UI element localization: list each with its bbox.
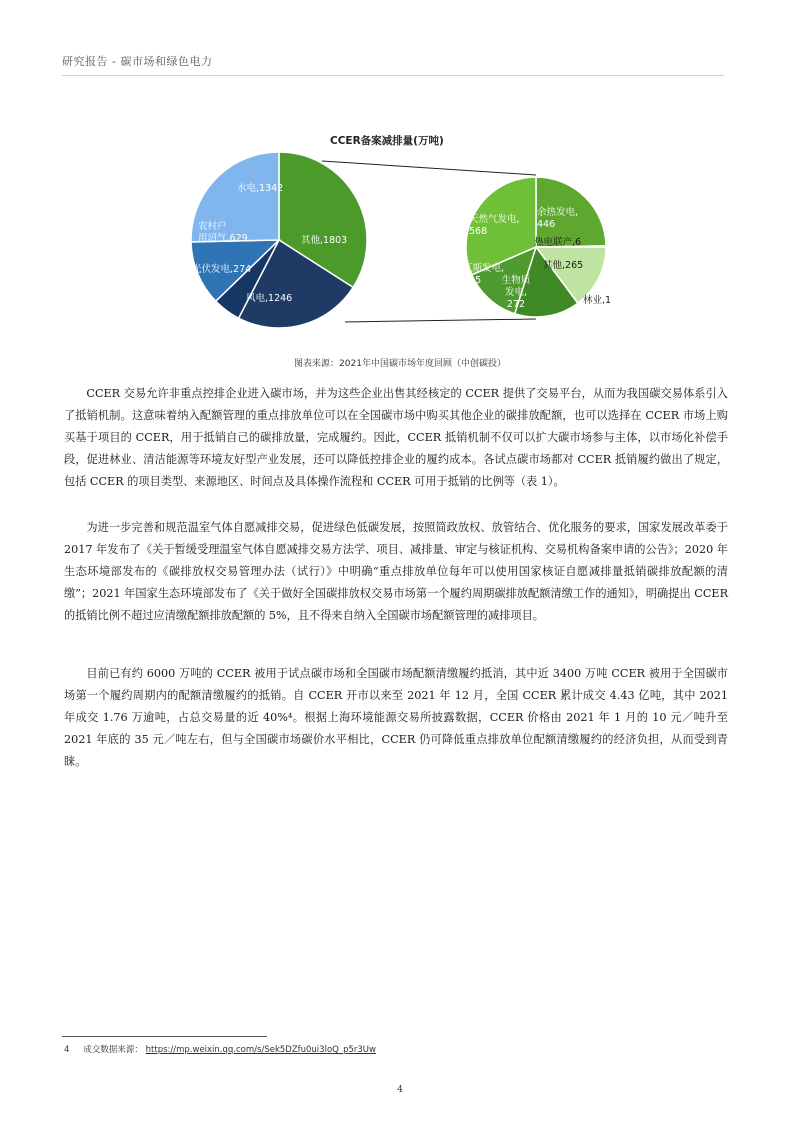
pie-label-sub-heat-1: 446	[537, 219, 556, 230]
connector-line-top	[322, 161, 536, 175]
chart-title: CCER备案减排量(万吨)	[330, 135, 444, 147]
pie-label-sub-bio-1: 发电,	[504, 287, 528, 298]
header-divider	[62, 75, 724, 76]
connector-line-bottom	[345, 319, 536, 322]
pie-label-main-biogas-0: 农村户	[198, 221, 227, 232]
running-header: 研究报告 - 碳市场和绿色电力	[62, 55, 213, 68]
footnote-number: 4	[64, 1045, 70, 1055]
pie-label-sub-bio-0: 生物质	[501, 275, 531, 286]
footnote	[64, 1043, 376, 1055]
footnote-divider	[62, 1036, 267, 1037]
page-number: 4	[397, 1085, 403, 1095]
pie-label-sub-chp-0: 热电联产,6	[534, 237, 582, 248]
pie-label-main-other-0: 其他,1803	[301, 235, 348, 246]
pie-label-sub-heat-0: 余热发电,	[537, 207, 579, 218]
paragraph-1	[64, 383, 728, 493]
paragraph-3	[64, 663, 728, 773]
pie-label-sub-methane-1: 245	[463, 275, 482, 286]
pie-label-sub-forest-0: 林业,1	[583, 295, 612, 306]
paragraph-2	[64, 517, 728, 627]
footnote-label: 成交数据来源：	[83, 1045, 143, 1055]
paragraph-3-text: 目前已有约 6000 万吨的 CCER 被用于试点碳市场和全国碳市场配额清缴履约抵消，其中近 3400 万吨 CCER 被用于全国碳市场第一个履约周期内的配额清缴履约的抵销。自 CCER 开市以来至 2021 年 12 月，全国 CCER 累计成交 4.43 亿吨，其中 2021 年成交 1.76 万逾吨，占总交易量的近 40%⁴。根据上海环境能源交易所披露数据，CCER 价格由 2021 年 1 月的 10 元／吨升至 2021 年底的 35 元／吨左右，但与全国碳市场碳价水平相比，CCER 仍可降低重点排放单位配额清缴履约的经济负担，从而受到青睐。	[64, 667, 728, 768]
pie-label-sub-gas-0: 天然气发电,	[469, 214, 520, 225]
pie-label-sub-other-0: 其他,265	[543, 260, 584, 271]
ccer-pie-figure	[180, 125, 620, 350]
footnote-link[interactable]: https://mp.weixin.qq.com/s/Sek5DZfu0ui3loQ_p5r3Uw	[145, 1045, 376, 1055]
pie-label-sub-bio-2: 272	[506, 299, 526, 310]
pie-label-main-hydro-0: 水电,1342	[237, 183, 284, 194]
pie-label-main-wind-0: 风电,1246	[246, 293, 293, 304]
figure-caption: 图表来源：2021年中国碳市场年度回顾（中创碳投）	[294, 359, 506, 369]
pie-chart-svg	[180, 125, 620, 350]
paragraph-2-text: 为进一步完善和规范温室气体自愿减排交易，促进绿色低碳发展，按照简政放权、放管结合、优化服务的要求，国家发展改革委于 2017 年发布了《关于暂缓受理温室气体自愿减排交易方法学、项目、减排量、审定与核证机构、交易机构备案申请的公告》；2020 年生态环境部发布的《碳排放权交易管理办法（试行）》中明确“重点排放单位每年可以使用国家核证自愿减排量抵销碳排放配额的清缴”；2021 年国家生态环境部发布了《关于做好全国碳排放权交易市场第一个履约周期碳排放配额清缴工作的通知》，明确提出 CCER 的抵销比例不超过应清缴配额排放配额的 5%，且不得来自纳入全国碳市场配额管理的减排项目。	[64, 521, 728, 622]
pie-label-sub-methane-0: 瓦斯发电,	[463, 263, 505, 274]
paragraph-1-text: CCER 交易允许非重点控排企业进入碳市场，并为这些企业出售其经核定的 CCER 提供了交易平台，从而为我国碳交易体系引入了抵销机制。这意味着纳入配额管理的重点排放单位可以在全国碳市场中购买其他企业的碳排放配额，也可以选择在 CCER 市场上购买基于项目的 CCER，用于抵销自己的碳排放量，完成履约。因此，CCER 抵销机制不仅可以扩大碳市场参与主体，以市场化补偿手段，促进林业、清洁能源等环境友好型产业发展，还可以降低控排企业的履约成本。各试点碳市场都对 CCER 抵销履约做出了规定，包括 CCER 的项目类型、来源地区、时间点及具体操作流程和 CCER 可用于抵销的比例等（表 1）。	[64, 387, 728, 488]
pie-label-sub-gas-1: 568	[469, 226, 488, 237]
pie-label-main-biogas-1: 用沼气,629	[198, 233, 248, 244]
pie-label-main-pv-0: 光伏发电,274	[192, 264, 252, 275]
